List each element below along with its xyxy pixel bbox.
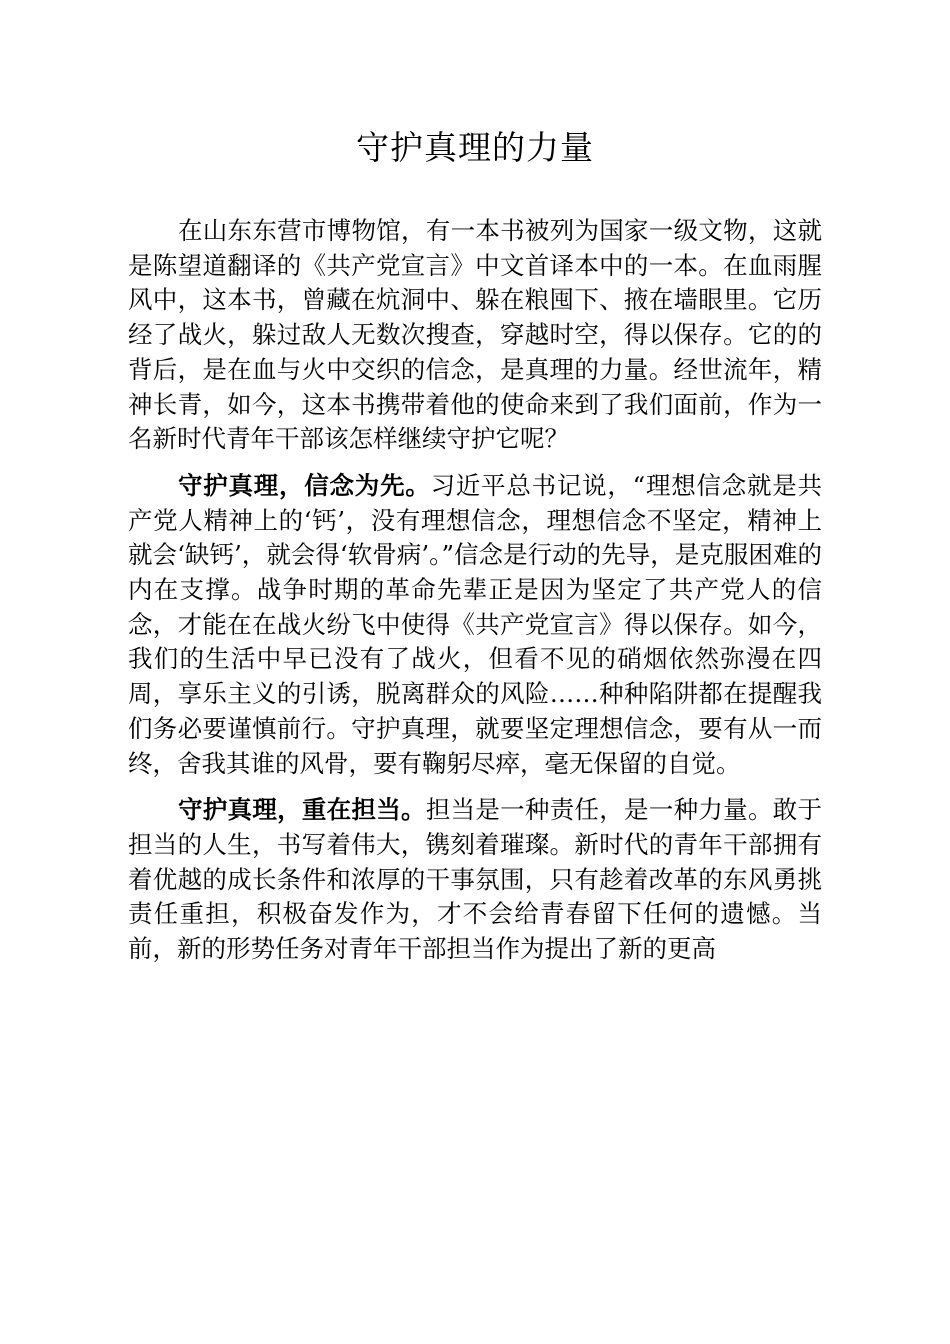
paragraph-lead-heading: 守护真理，信念为先。	[178, 470, 431, 500]
paragraph-text: 担当是一种责任，是一种力量。敢于担当的人生，书写着伟大，镌刻着璀璨。新时代的青年干部拥有着优越的成长条件和浓厚的干事氛围，只有趁着改革的东风勇挑责任重担，积极奋发作为，才不会给青春留下任何的遗憾。当前，新的形势任务对青年干部担当作为提出了新的更高	[128, 795, 823, 964]
paragraph-lead-heading: 守护真理，重在担当。	[178, 795, 426, 825]
paragraph-text: 习近平总书记说，“理想信念就是共产党人精神上的‘钙’，没有理想信念，理想信念不坚定，精神上就会‘缺钙’，就会得‘软骨病’。”信念是行动的先导，是克服困难的内在支撑。战争时期的革命先辈正是因为坚定了共产党人的信念，才能在在战火纷飞中使得《共产党宣言》得以保存。如今，我们的生活中早已没有了战火，但看不见的硝烟依然弥漫在四周，享乐主义的引诱，脱离群众的风险……种种陷阱都在提醒我们务必要谨慎前行。守护真理，就要坚定理想信念，要有从一而终，舍我其谁的风骨，要有鞠躬尽瘁，毫无保留的自觉。	[128, 470, 822, 778]
document-body	[128, 214, 822, 979]
document-page	[128, 0, 822, 1344]
paragraph-text: 在山东东营市博物馆，有一本书被列为国家一级文物，这就是陈望道翻译的《共产党宣言》中文首译本中的一本。在血雨腥风中，这本书，曾藏在炕洞中、躲在粮囤下、掖在墙眼里。它历经了战火，躲过敌人无数次搜查，穿越时空，得以保存。它的的背后，是在血与火中交织的信念，是真理的力量。经世流年，精神长青，如今，这本书携带着他的使命来到了我们面前，作为一名新时代青年干部该怎样继续守护它呢？	[128, 216, 822, 454]
paragraph-intro	[128, 214, 822, 457]
paragraph-responsibility	[128, 793, 822, 967]
paragraph-belief	[128, 469, 822, 781]
document-title: 守护真理的力量	[356, 128, 594, 167]
